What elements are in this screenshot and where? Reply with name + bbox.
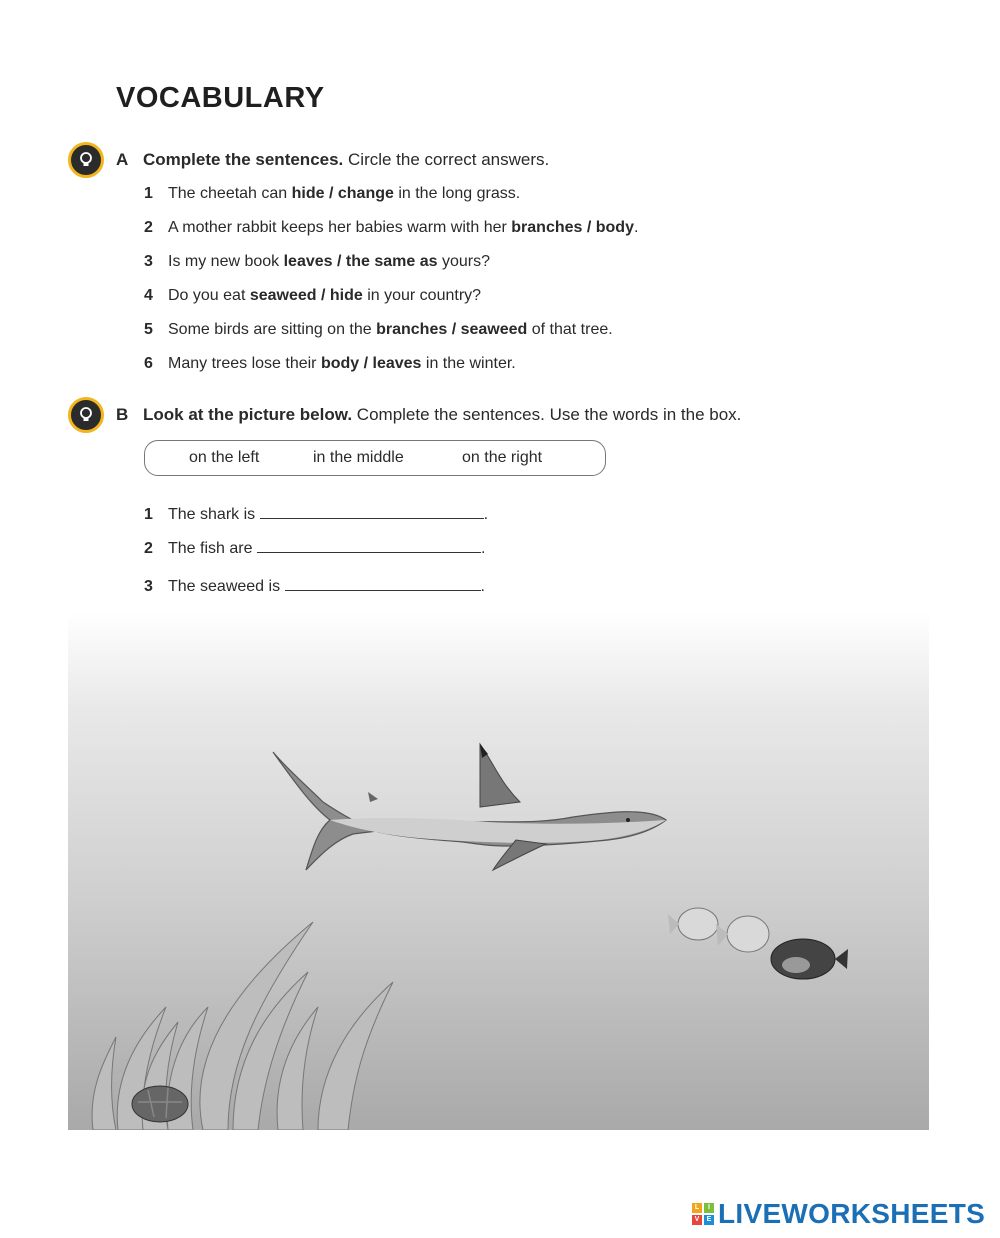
answer-options[interactable]: branches / body [511,219,634,236]
answer-blank[interactable] [260,502,484,519]
question-a-1: 1 The cheetah can hide / change in the long grass. [144,185,521,202]
underwater-scene [68,612,929,1130]
answer-options[interactable]: body / leaves [320,355,422,372]
lightbulb-icon [68,397,104,433]
question-a-6: 6 Many trees lose their body / leaves in the winter. [144,355,516,372]
question-a-3: 3 Is my new book leaves / the same as yours? [144,253,490,270]
answer-blank[interactable] [285,574,481,591]
word-box-item: in the middle [313,449,404,466]
section-a-instruction: Complete the sentences. Circle the correct answers. [143,150,550,169]
question-b-1: 1 The shark is . [144,502,488,524]
section-a-letter: A [116,150,129,169]
logo-tiles: L I V E [692,1203,714,1225]
turtle-illustration [132,1086,188,1122]
answer-options[interactable]: leaves / the same as [283,253,438,270]
section-a-header [68,140,549,180]
answer-options[interactable]: branches / seaweed [376,321,528,338]
logo-text: LIVEWORKSHEETS [718,1198,986,1229]
answer-options[interactable]: hide / change [291,185,394,202]
lightbulb-icon [68,142,104,178]
answer-blank[interactable] [257,536,481,553]
shark-illustration [273,744,666,870]
section-b-header [68,395,741,435]
answer-options[interactable]: seaweed / hide [249,287,363,304]
word-box-item: on the right [462,449,543,466]
question-b-2: 2 The fish are . [144,536,485,558]
section-b-instruction: Look at the picture below. Complete the sentences. Use the words in the box. [143,405,742,424]
liveworksheets-logo [692,1198,985,1230]
question-b-3: 3 The seaweed is . [144,574,485,596]
word-box [144,440,606,476]
fish-illustration [668,908,848,979]
word-box-item: on the left [189,449,260,466]
page-title: VOCABULARY [116,82,325,114]
question-a-4: 4 Do you eat seaweed / hide in your country? [144,287,482,304]
section-b-letter: B [116,405,129,424]
question-a-2: 2 A mother rabbit keeps her babies warm with her branches / body. [144,219,639,236]
question-a-5: 5 Some birds are sitting on the branches / seaweed of that tree. [144,321,613,338]
